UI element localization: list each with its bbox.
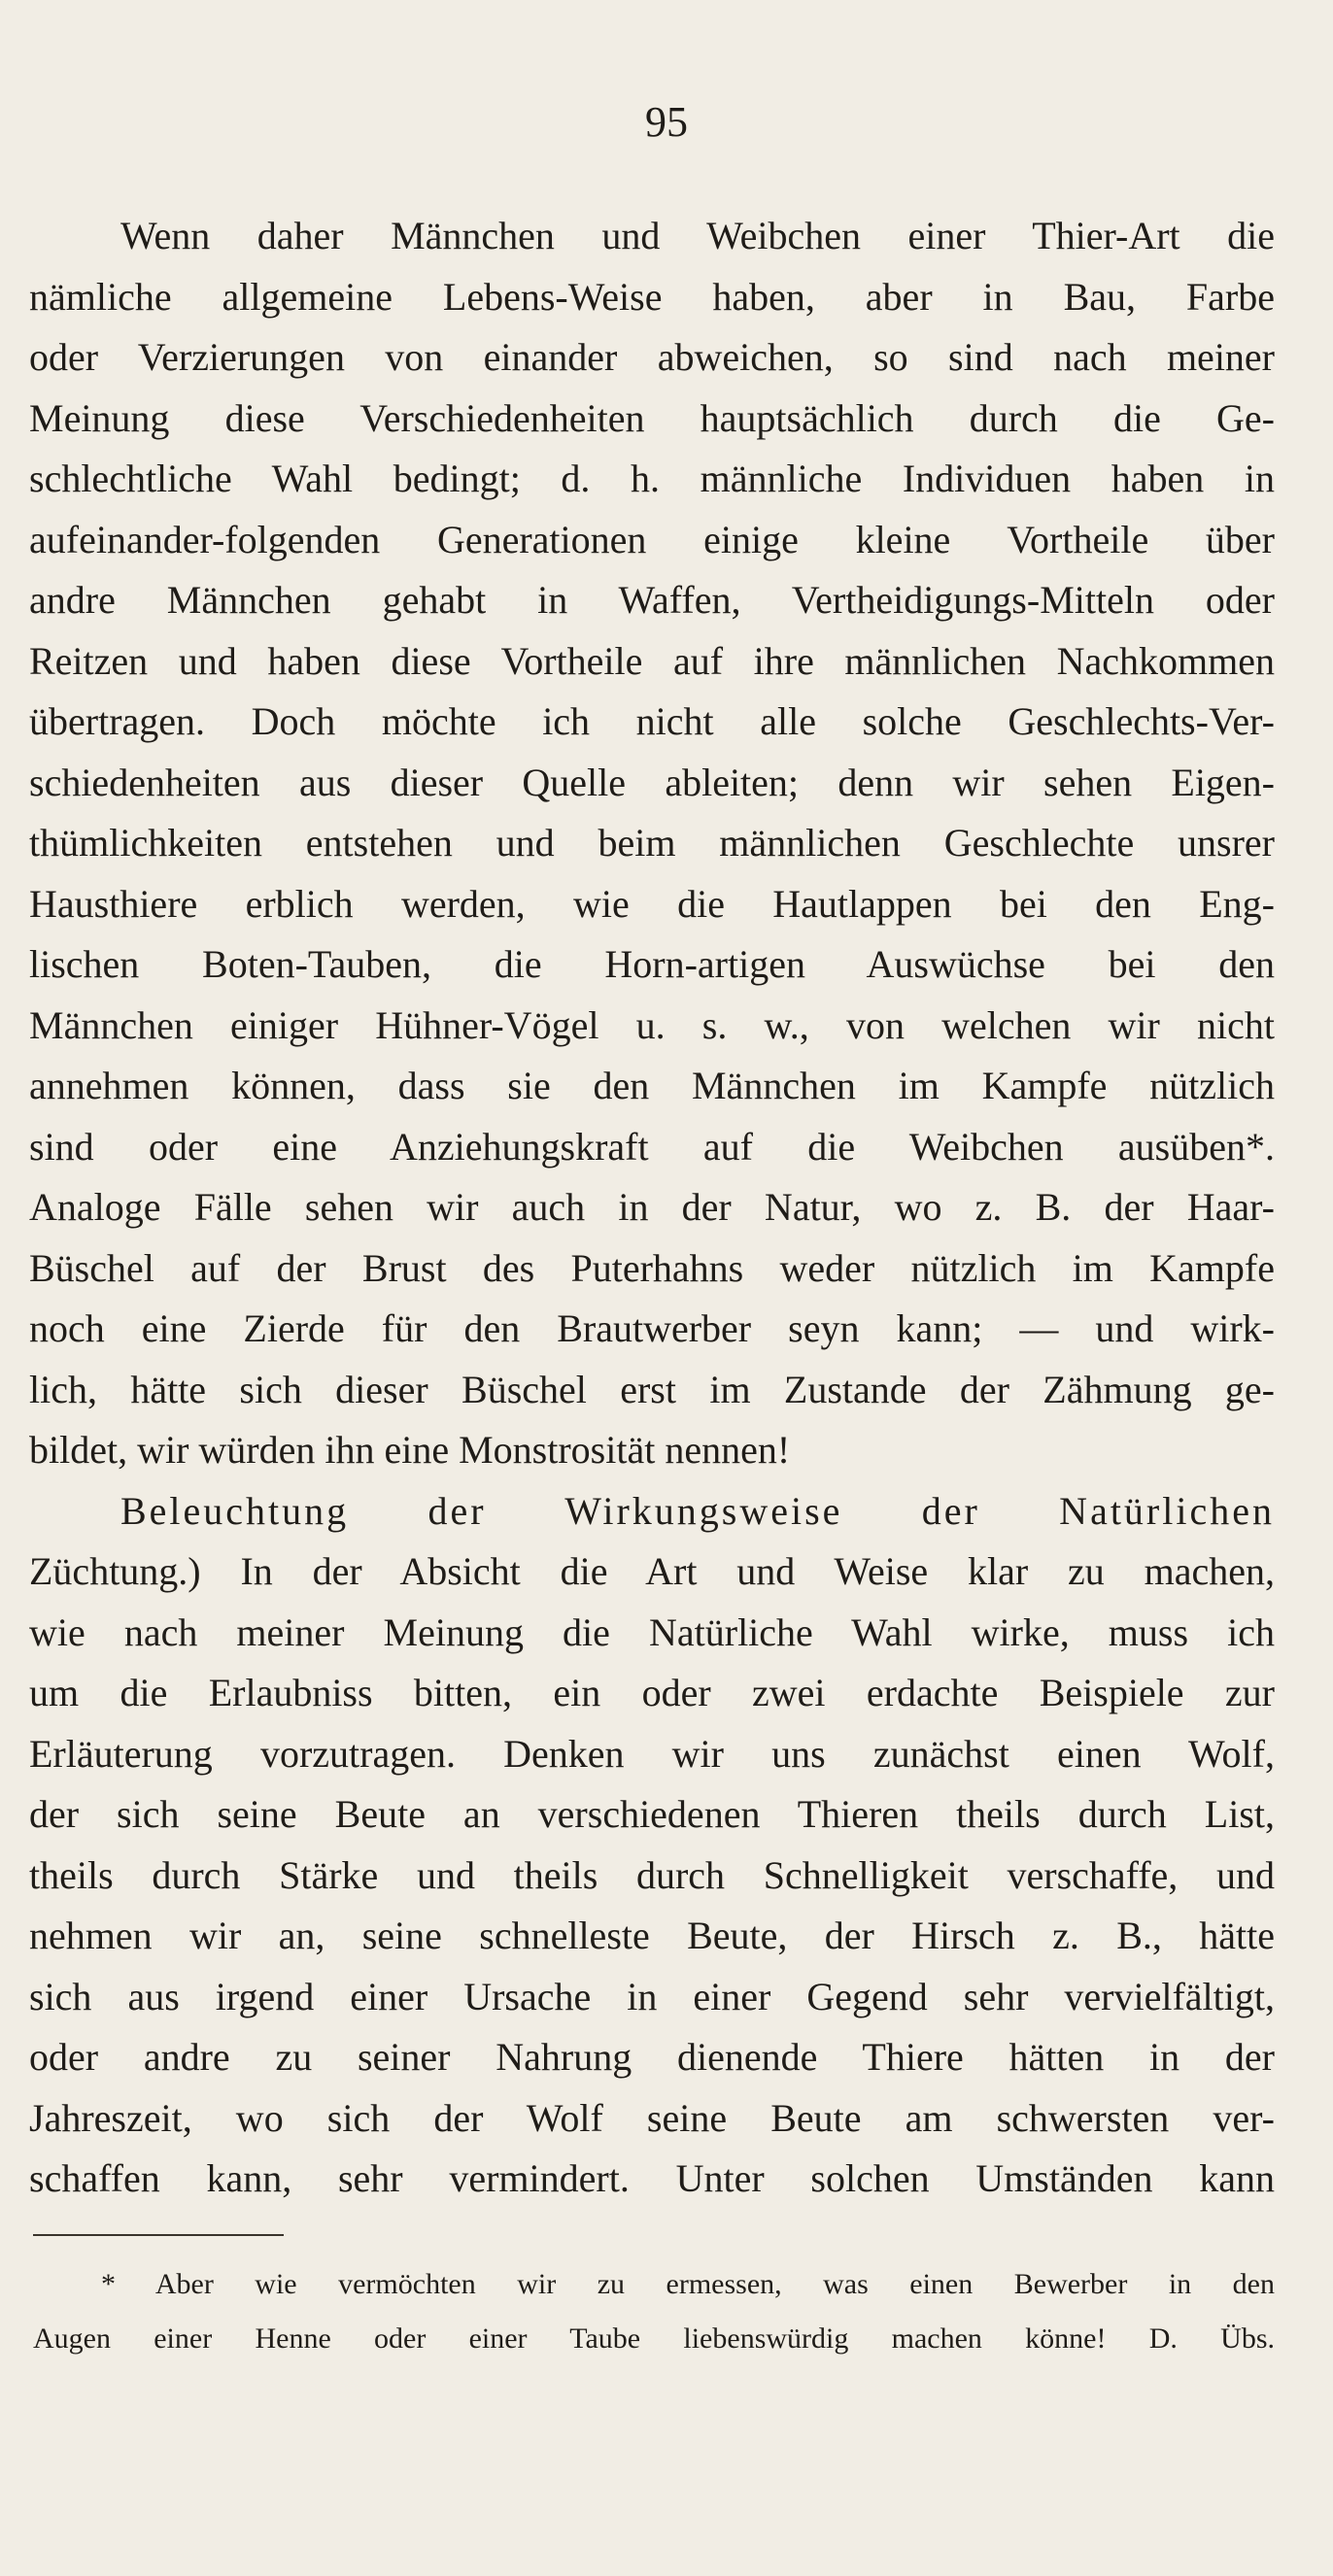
text-line: schlechtliche Wahl bedingt; d. h. männliche Individuen haben in — [29, 457, 1275, 500]
text-line: Wenn daher Männchen und Weibchen einer Thier-Art die — [120, 214, 1275, 257]
text-line: übertragen. Doch möchte ich nicht alle solche Geschlechts-Ver- — [29, 699, 1275, 743]
text-line: oder Verzierungen von einander abweichen, so sind nach meiner — [29, 335, 1275, 379]
text-line: wie nach meiner Meinung die Natürliche Wahl wirke, muss ich — [29, 1610, 1275, 1654]
text-line: nehmen wir an, seine schnelleste Beute, der Hirsch z. B., hätte — [29, 1914, 1275, 1957]
text-line: lich, hätte sich dieser Büschel erst im Zustande der Zähmung ge- — [29, 1367, 1275, 1411]
text-line: um die Erlaubniss bitten, ein oder zwei erdachte Beispiele zur — [29, 1671, 1275, 1714]
footnote-divider — [33, 2234, 284, 2236]
text-line: schiedenheiten aus dieser Quelle ableiten; denn wir sehen Eigen- — [29, 760, 1275, 804]
section-heading-line: Beleuchtung der Wirkungsweise der Natürlichen — [120, 1488, 1275, 1533]
text-line: thümlichkeiten entstehen und beim männlichen Geschlechte unsrer — [29, 821, 1275, 864]
text-line: Hausthiere erblich werden, wie die Hautlappen bei den Eng- — [29, 881, 1275, 926]
text-line: Erläuterung vorzutragen. Denken wir uns zunächst einen Wolf, — [29, 1731, 1275, 1776]
text-line: bildet, wir würden ihn eine Monstrosität nennen! — [29, 1428, 791, 1472]
footnote-line: Augen einer Henne oder einer Taube liebenswürdig machen könne! D. Übs. — [33, 2322, 1275, 2355]
text-line: noch eine Zierde für den Brautwerber seyn kann; — und wirk- — [29, 1306, 1275, 1350]
text-line: schaffen kann, sehr vermindert. Unter solchen Umständen kann — [29, 2156, 1275, 2200]
text-line: lischen Boten-Tauben, die Horn-artigen Auswüchse bei den — [29, 942, 1275, 986]
footnote-line: * Aber wie vermöchten wir zu ermessen, was einen Bewerber in den — [101, 2268, 1275, 2300]
text-line: Männchen einiger Hühner-Vögel u. s. w., von welchen wir nicht — [29, 1002, 1275, 1047]
text-line: aufeinander-folgenden Generationen einige kleine Vortheile über — [29, 517, 1275, 561]
footnote — [33, 2257, 1275, 2366]
text-line: annehmen können, dass sie den Männchen im Kampfe nützlich — [29, 1064, 1275, 1107]
text-line: Analoge Fälle sehen wir auch in der Natur, wo z. B. der Haar- — [29, 1185, 1275, 1229]
text-line: Züchtung.) In der Absicht die Art und Weise klar zu machen, — [29, 1549, 1275, 1593]
text-line: Büschel auf der Brust des Puterhahns weder nützlich im Kampfe — [29, 1245, 1275, 1290]
text-line: der sich seine Beute an verschiedenen Thieren theils durch List, — [29, 1792, 1275, 1836]
text-line: sich aus irgend einer Ursache in einer Gegend sehr vervielfältigt, — [29, 1974, 1275, 2018]
text-line: andre Männchen gehabt in Waffen, Vertheidigungs-Mitteln oder — [29, 578, 1275, 622]
body-text — [29, 206, 1275, 2210]
text-line: theils durch Stärke und theils durch Schnelligkeit verschaffe, und — [29, 1852, 1275, 1897]
text-line: oder andre zu seiner Nahrung dienende Thiere hätten in der — [29, 2035, 1275, 2079]
text-line: nämliche allgemeine Lebens-Weise haben, aber in Bau, Farbe — [29, 274, 1275, 319]
text-line: Reitzen und haben diese Vortheile auf ihre männlichen Nachkommen — [29, 638, 1275, 683]
text-line: Meinung diese Verschiedenheiten hauptsächlich durch die Ge- — [29, 395, 1275, 440]
text-line: Jahreszeit, wo sich der Wolf seine Beute am schwersten ver- — [29, 2095, 1275, 2140]
text-line: sind oder eine Anziehungskraft auf die Weibchen ausüben*. — [29, 1124, 1275, 1169]
page-number: 95 — [645, 98, 688, 146]
